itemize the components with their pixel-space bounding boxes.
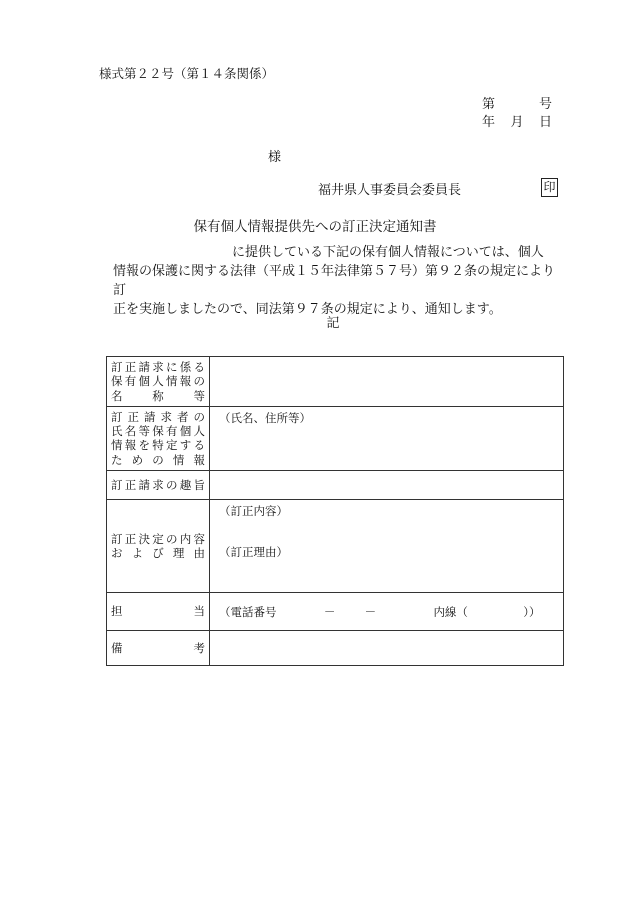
sender-title: 福井県人事委員会委員長 <box>318 183 462 198</box>
value-decision[interactable] <box>210 500 564 593</box>
table-row-contact <box>107 593 564 631</box>
date-year: 年 <box>482 115 496 130</box>
label-remarks: 備 考 <box>107 631 210 666</box>
table-row-requester-info <box>107 406 564 470</box>
seal-mark: 印 <box>541 178 558 197</box>
form-number: 様式第２２号（第１４条関係） <box>99 66 275 81</box>
phone-dash-1: － <box>323 604 336 619</box>
phone-label: （電話番号 <box>219 604 277 619</box>
label-contact: 担 当 <box>107 593 210 631</box>
extension-close: ）） <box>523 604 541 619</box>
body-line-1: に提供している下記の保有個人情報については、個人 <box>232 245 544 260</box>
label-decision: 訂正決定の内容 および理由 <box>107 500 210 593</box>
value-request-purpose[interactable] <box>210 471 564 500</box>
value-contact[interactable] <box>210 593 564 631</box>
addressee-suffix: 様 <box>268 150 282 165</box>
label-subject-info: 訂正請求に係る 保有個人情報の 名 称 等 <box>107 357 210 407</box>
detail-table <box>106 356 564 666</box>
table-row-subject-info <box>107 357 564 407</box>
table-row-request-purpose <box>107 471 564 500</box>
label-requester-info: 訂正請求者の 氏名等保有個人 情報を特定する ための情報 <box>107 406 210 470</box>
date-month: 月 <box>510 115 524 130</box>
extension-label: 内線（ <box>433 604 468 619</box>
document-number-suffix: 号 <box>538 97 552 112</box>
correction-reason-label: （訂正理由） <box>219 545 288 560</box>
value-subject-info[interactable] <box>210 357 564 407</box>
body-line-3: 正を実施しましたので、同法第９７条の規定により、通知します。 <box>113 302 502 317</box>
correction-content-label: （訂正内容） <box>219 504 288 519</box>
body-line-2: 情報の保護に関する法律（平成１５年法律第５７号）第９２条の規定により訂 <box>113 264 556 298</box>
document-title: 保有個人情報提供先への訂正決定通知書 <box>193 219 437 235</box>
body-text <box>113 243 561 319</box>
phone-dash-2: － <box>364 604 377 619</box>
date-day: 日 <box>538 115 552 130</box>
document-date <box>482 111 552 130</box>
record-mark: 記 <box>326 316 340 331</box>
label-request-purpose: 訂正請求の趣旨 <box>107 471 210 500</box>
table-row-remarks <box>107 631 564 666</box>
table-row-decision <box>107 500 564 593</box>
value-remarks[interactable] <box>210 631 564 666</box>
document-number <box>482 93 552 112</box>
value-requester-info[interactable]: （氏名、住所等） <box>210 406 564 470</box>
document-number-prefix: 第 <box>482 97 496 112</box>
